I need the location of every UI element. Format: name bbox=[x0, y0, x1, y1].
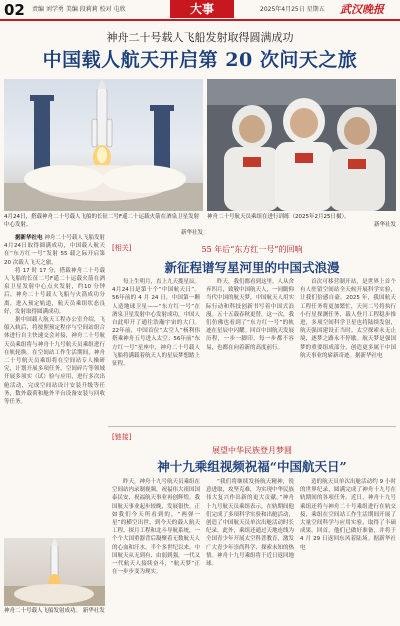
story2-headline: 新征程谱写星河里的中国式浪漫 bbox=[164, 260, 340, 275]
story-divider bbox=[108, 426, 396, 427]
story2-paragraph: 昨天，我们都看到这里。人从舍弃四月，致敬中国航天人，一同瞻仰当代中国的航天梦。中国航天人用实际行动和科技创新书写着中国式浪漫。五十五载春秋更替，这一次，我们仿佛也看到了“东方红一号”的轨迹在星辰中闪耀。回首中国航天发展历程，一步一脚印，每一步都不容易，也都在向着新的高度前行。 bbox=[206, 279, 294, 351]
issue-date: 2025年4月25日 星期五 bbox=[260, 6, 325, 13]
story2-kicker: 55 年后“东方红一号”的回响 bbox=[201, 245, 303, 254]
lead-kicker: 神舟二十号载人飞船发射取得圆满成功 bbox=[106, 31, 294, 44]
crew-photo-credit: 新华社发 bbox=[373, 222, 396, 228]
masthead-rule bbox=[0, 19, 400, 21]
crew-caption-text: 神舟二十号航天员乘组在进行训练（2025年2月25日摄）。 bbox=[207, 214, 350, 220]
story3-paragraph: 昨天，神舟十九号航天员乘组在空间站内录制视频，祝福伟大祖国国泰民安、祝福航天事业再创辉煌。我国航天事业起步较晚，发展很快。正如我们今天所看到的，“两弹一星”的横空出世，到今天的载人航天工程、探月工程和北斗导航系统，一个个大国重器背后凝聚着无数航天人的心血和汗水。半个多世纪以来，中国航天从无到有、由弱到强，一代又一代航天人接续奋斗，“航天梦”正在一步步变为现实。 bbox=[112, 479, 200, 576]
section-banner: 大事 bbox=[170, 0, 234, 18]
story3-column-3 bbox=[300, 478, 396, 624]
small-photo-caption bbox=[4, 607, 105, 615]
rocket-launch-photo bbox=[4, 79, 203, 211]
story3-tag: [链接] bbox=[112, 433, 132, 441]
editor-credits: 责编 刘学勇 美编 段莉莉 校对 屯欣 bbox=[32, 6, 126, 13]
lead-story-body bbox=[4, 234, 105, 534]
astronaut-crew-photo bbox=[207, 79, 396, 211]
lead-paragraph: 将 17 时 17 分，搭载神舟二十号载人飞船的长征二号F遥二十运载火箭在酒泉卫星发射中心点火发射，约10 分钟后，神舟二十号载人飞船与火箭成功分离，进入预定轨道，航天员乘组状态良好，发射取得圆满成功。 bbox=[4, 267, 105, 315]
launch-photo-credit: 新华社发 bbox=[180, 230, 203, 236]
astronaut-crew-illustration bbox=[207, 79, 396, 211]
story2-column-2 bbox=[206, 278, 294, 424]
lead-byline: 据新华社电 bbox=[15, 235, 43, 241]
paper-logo: 武汉晚报 bbox=[340, 3, 384, 16]
story2-column-3 bbox=[300, 278, 396, 424]
story3-headline: 神十九乘组视频祝福“中国航天日” bbox=[157, 459, 347, 474]
page-number: 02 bbox=[4, 1, 25, 19]
story3-paragraph: 造的航天员单次出舱活动约 9 小时的世界纪录，圆满完成了神舟十九号在轨期间的各项任务。近日，神舟十九号乘组还将与神舟二十号乘组进行在轨交接，乘组在空间站工作生活期间开展了大量空间科学与应用实验，取得了丰硕成果。回首，他们已做好准备，并将于 4 月 29 日返回东风着陆场。据新华社电 bbox=[300, 479, 396, 551]
story3-column-1 bbox=[112, 478, 200, 624]
story3-column-2 bbox=[206, 478, 294, 624]
lead-headline: 中国载人航天开启第 20 次问天之旅 bbox=[42, 49, 358, 71]
story2-column-1 bbox=[112, 278, 200, 424]
lead-paragraph: 神舟二十号载人飞船发射 4月24日取得圆满成功，中国载人航天在“东方红一号”发射 55 载之际开启第 20 次载人飞天之旅。 bbox=[4, 235, 105, 266]
story2-paragraph: 首次可移营制开站，是世界上首个有人驻留空间站全天候开展科学实验，让我们倍感自豪。2025 年，我国航天工程任务将更加繁忙，天问二号将执行小行星探测任务，载人登月工程稳步推进，多项空间科学卫星也将陆续发射，航天强国建设正当时。太空探索永无止境，逐梦之路永不停歇。航天梦是强国梦的重要组成部分，创造更多属于中国航天事业的崭新奇迹。据新华社电 bbox=[300, 279, 396, 359]
rocket-launch-illustration bbox=[4, 79, 203, 211]
story3-kicker: 展望中华民族登月梦圆 bbox=[212, 446, 292, 455]
rocket-small-illustration bbox=[4, 538, 105, 606]
small-caption-text: 神舟二十号载人飞船发射成功。 bbox=[4, 608, 82, 614]
launch-small-photo bbox=[4, 538, 105, 606]
crew-photo-caption bbox=[207, 213, 396, 229]
story2-tag: [相关] bbox=[112, 244, 132, 252]
story3-paragraph: “我们将继续发扬航天精神，锐意进取，攻坚克难，为实现中华民族伟大复兴作出新的更大贡献。”神舟十九号航天员乘组表示，在轨期间他们完成了多项科学实验和出舱活动，创造了中国航天员单次出舱活动时长纪录。此外，乘组还通过天地连线为全国青少年开展太空科普教育，激发广大青少年崇尚科学、探索未知的热情。神舟十九号乘组将于近日返回地球。 bbox=[206, 479, 294, 568]
launch-caption-text: 4月24日，搭载神舟二十号载人飞船的长征二号F遥二十运载火箭在酒泉卫星发射中心发射。 bbox=[4, 214, 200, 228]
small-photo-credit: 新华社发 bbox=[82, 608, 105, 614]
lead-paragraph: 据中国载人航天工程办公室介绍，飞船入轨后，将按照预定程序与空间站组合体进行自主快速交会对接，神舟二十号航天员乘组将与神舟十九号航天员乘组进行在轨轮换。在空间站工作生活期间，神舟二十号航天员乘组将在空间站专人操研究，计划开展多项任务，空间碎片等领域开展多项实（试）验与应用，进行多次出舱活动，完成空间站设计安装升级等任务，数外载荷和舱外平台设备安装与回收等任务。 bbox=[4, 317, 105, 406]
story2-paragraph: 每上生明月，直上九天揽星辰。4月24日是第十个“中国航天日”。56年前的 4 月 24 日，中国第一颗人造地球卫星——“东方红一号”在酒泉卫星发射中心发射成功，中国人自此叩开了通往浩瀚宇宙的大门。22年前，中国首位“太空人”杨利伟搭乘神舟五号进入太空；56年前“东方红一号”星座中，神舟二十号载人飞船将满载着航天人的星辰梦想踏上征程。 bbox=[112, 279, 200, 368]
